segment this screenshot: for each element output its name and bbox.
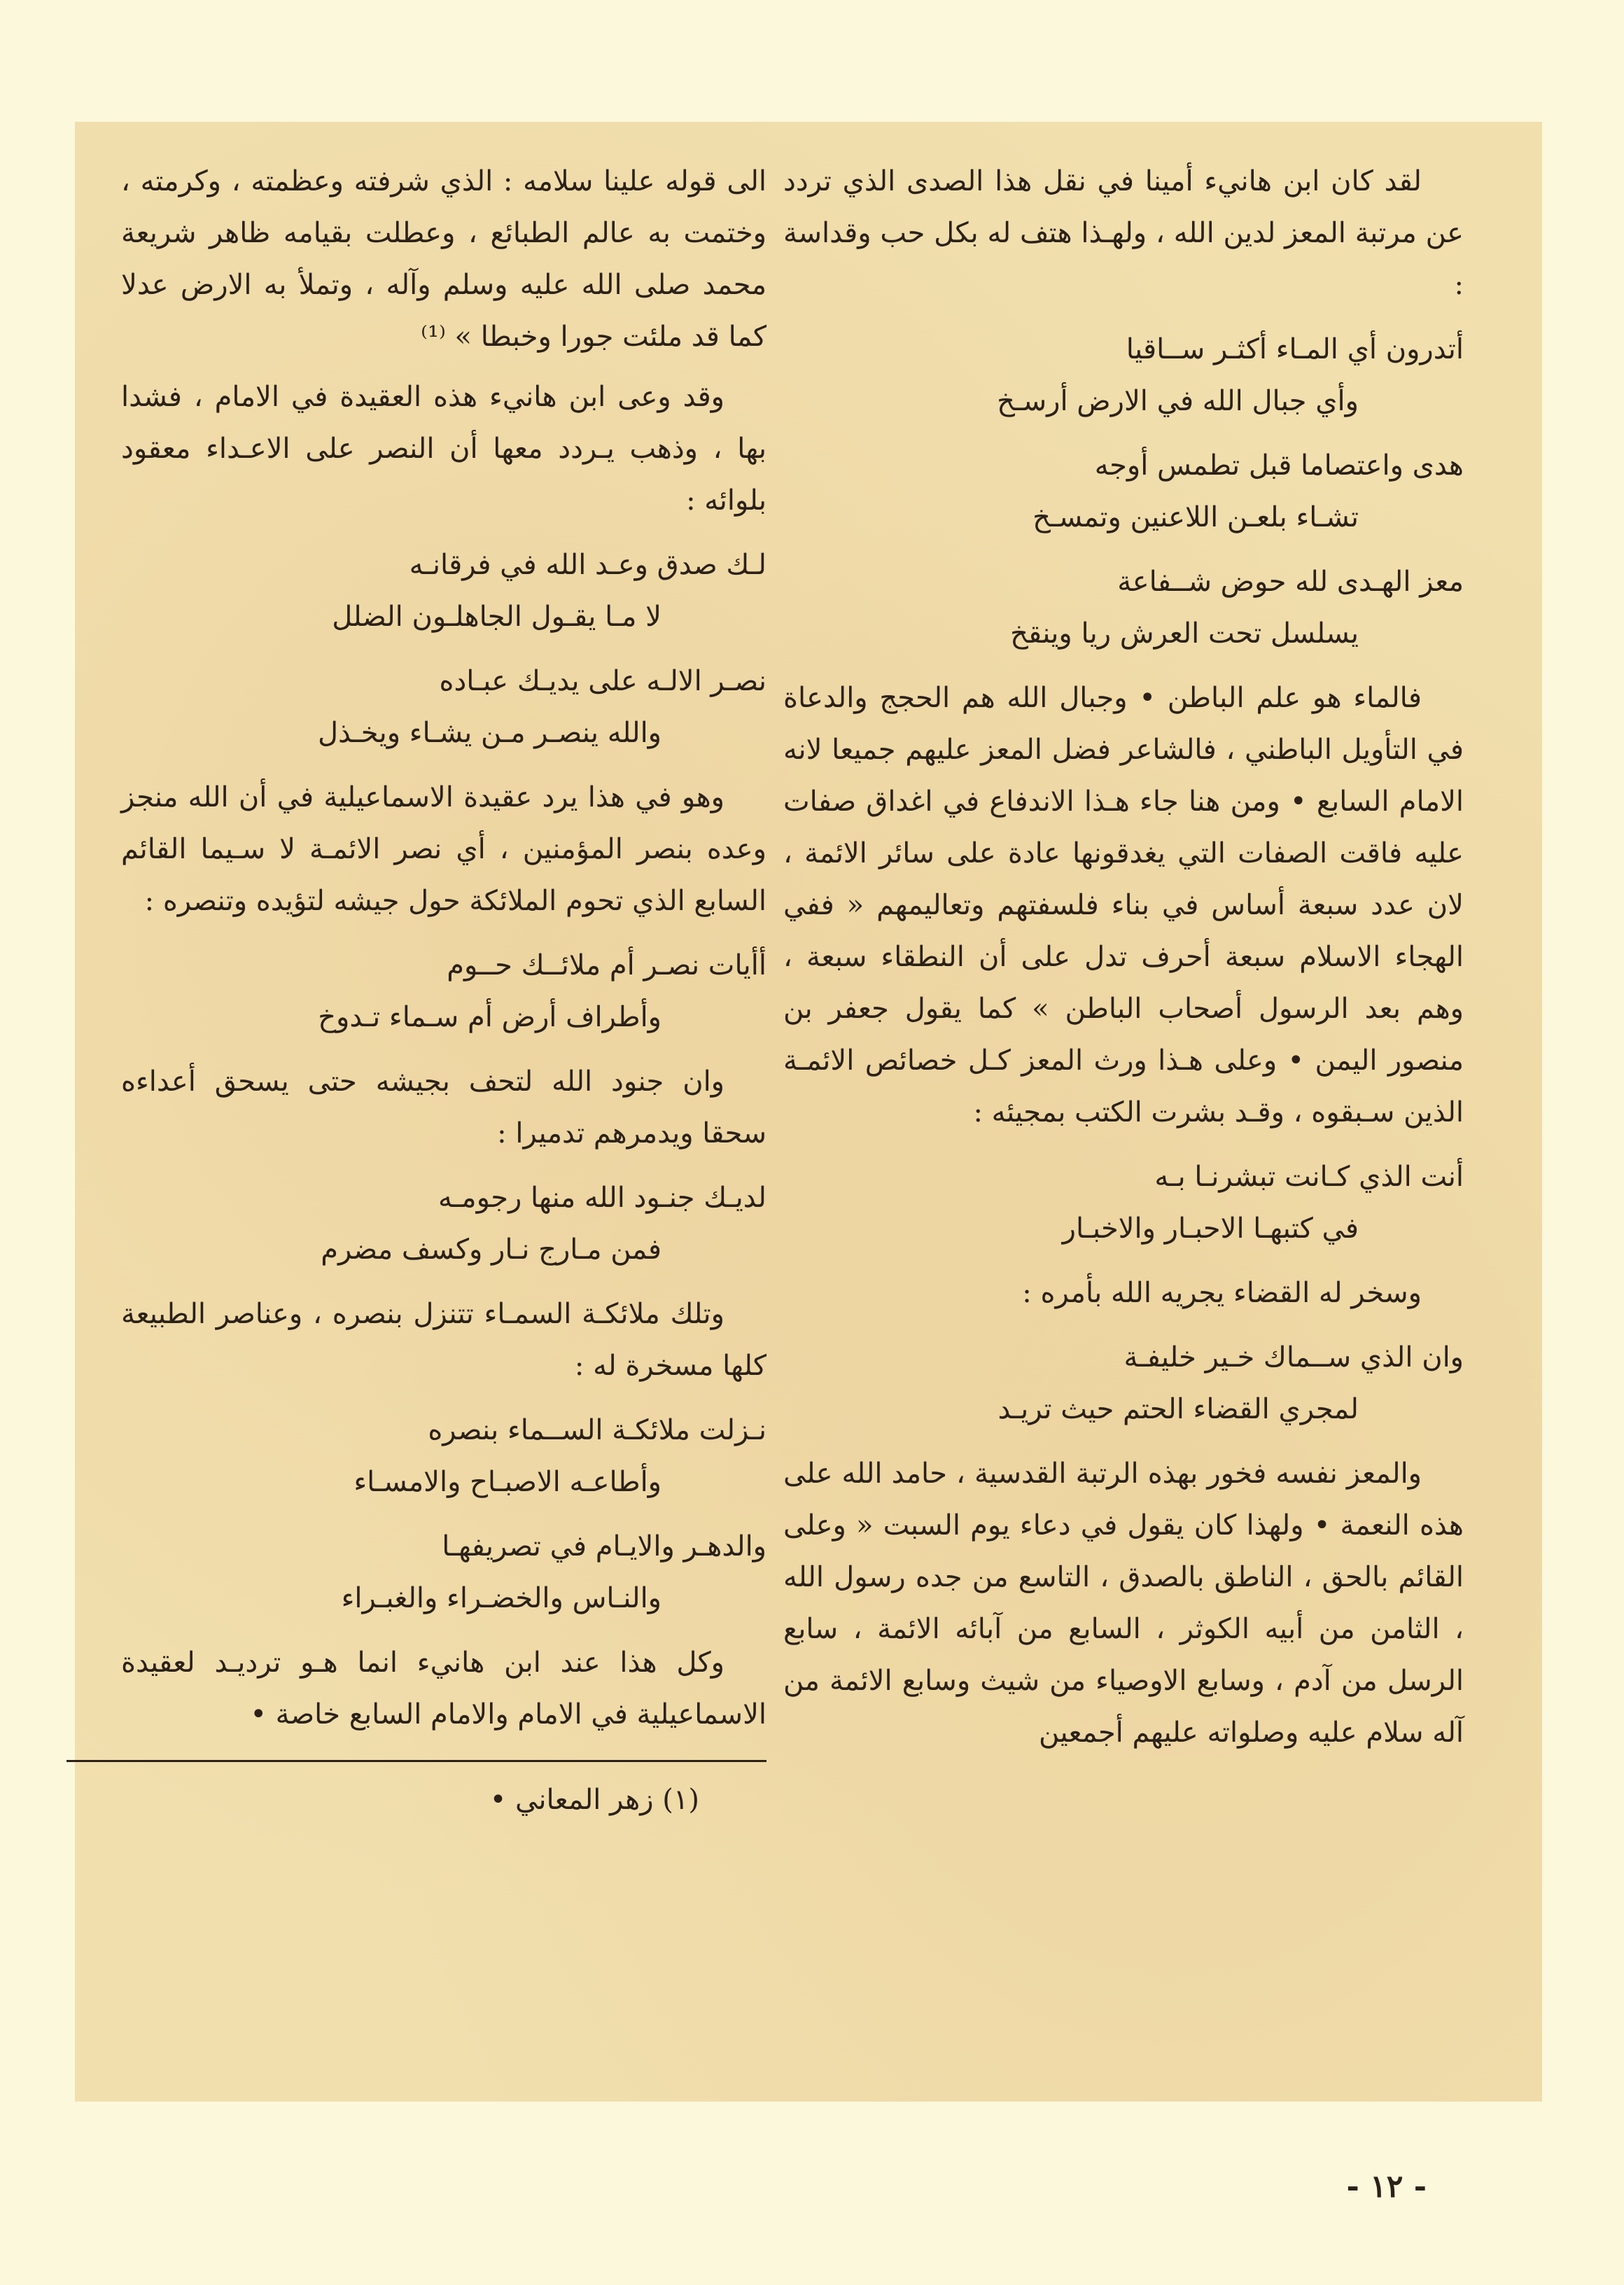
- verse-second-hemistich: وأطراف أرض أم سـماء تـدوخ: [318, 1001, 662, 1033]
- verse-first-hemistich: نـزلت ملائكـة الســماء بنصره: [428, 1414, 766, 1446]
- verse: [121, 1172, 766, 1276]
- page-number: - ١٢ -: [1346, 2169, 1427, 2204]
- verse-first-hemistich: وان الذي ســماك خـير خليفـة: [1124, 1341, 1464, 1374]
- paragraph: وقد وعى ابن هانيء هذه العقيدة في الامام ، فشدا بها ، وذهب يـردد معها أن النصر على الاعـداء معقود بلوائه :: [121, 381, 766, 517]
- paragraph: فالماء هو علم الباطن • وجبال الله هم الحجج والدعاة في التأويل الباطني ، فالشاعر فضل المعز عليهم جميعا لانه الامام السابع • ومن هنا جاء هـذا الاندفاع في اغداق صفات عليه فاقت الصفات التي يغدقونها عادة على سائر الائمة ، لان عدد سبعة أساس في بناء فلسفتهم وتعاليمهم « ففي الهجاء الاسلام سبعة أحرف تدل على أن النطقاء سبعة ، وهم بعد الرسول أصحاب الباطن » كما يقول جعفر بن منصور اليمن • وعلى هـذا ورث المعز كـل خصائص الائمـة الذين سـبقوه ، وقـد بشرت الكتب بمجيئه :: [783, 682, 1464, 1128]
- verse: [783, 1332, 1464, 1435]
- verse-second-hemistich: لا مـا يقـول الجاهلـون الضلل: [332, 601, 662, 633]
- right-text-column: [783, 155, 1464, 1767]
- verse-first-hemistich: معز الهـدى لله حوض شــفاعة: [1117, 566, 1464, 598]
- scanned-page: [75, 122, 1542, 2204]
- verse-first-hemistich: لـك صدق وعـد الله في فرقانـه: [409, 549, 766, 581]
- verse: [121, 539, 766, 643]
- verse-second-hemistich: في كتبهـا الاحبـار والاخبـار: [1062, 1213, 1359, 1245]
- verse: [783, 1151, 1464, 1255]
- verse-second-hemistich: لمجري القضاء الحتم حيث تريـد: [997, 1393, 1359, 1425]
- verse-second-hemistich: يسلسل تحت العرش ريا وينقخ: [1010, 617, 1359, 650]
- paragraph: وكل هذا عند ابن هانيء انما هـو ترديـد لعقيدة الاسماعيلية في الامام والامام السابع خاصة •: [121, 1647, 766, 1731]
- verse-second-hemistich: فمن مـارج نـار وكسف مضرم: [321, 1234, 662, 1266]
- verse: [121, 1521, 766, 1624]
- verse-second-hemistich: وأطاعـه الاصبـاح والامسـاء: [354, 1466, 662, 1498]
- verse-first-hemistich: لديـك جنـود الله منها رجومـه: [438, 1182, 766, 1214]
- verse: [783, 323, 1464, 427]
- verse-second-hemistich: وأي جبال الله في الارض أرسـخ: [997, 385, 1359, 417]
- paragraph: لقد كان ابن هانيء أمينا في نقل هذا الصدى الذي تردد عن مرتبة المعز لدين الله ، ولهـذا هتف له بكل حب وقداسة :: [783, 165, 1464, 301]
- verse: [121, 1404, 766, 1508]
- paragraph: الى قوله علينا سلامه : الذي شرفته وعظمته ، وكرمته ، وختمت به عالم الطبائع ، وعطلت بقيامه ظاهر شريعة محمد صلى الله عليه وسلم وآله ، وتملأ به الارض عدلا كما قد ملئت جورا وخبطا » ⁽¹⁾: [121, 165, 767, 353]
- paragraph: وتلك ملائكـة السمـاء تتنزل بنصره ، وعناصر الطبيعة كلها مسخرة له :: [121, 1298, 766, 1382]
- verse-first-hemistich: أتدرون أي المـاء أكثـر ســاقيا: [1126, 333, 1464, 365]
- footnote: (١) زهر المعاني •: [489, 1784, 699, 1816]
- verse: [783, 440, 1464, 543]
- verse-second-hemistich: والله ينصـر مـن يشـاء ويخـذل: [317, 717, 662, 749]
- paragraph: وسخر له القضاء يجريه الله بأمره :: [1022, 1277, 1422, 1309]
- verse-second-hemistich: والنـاس والخضـراء والغبـراء: [341, 1582, 662, 1614]
- verse-first-hemistich: والدهـر والايـام في تصريفهـا: [442, 1530, 766, 1563]
- footnote-divider: [66, 1760, 766, 1762]
- verse: [121, 655, 766, 759]
- paragraph: وان جنود الله لتحف بجيشه حتى يسحق أعداءه سحقا ويدمرهم تدميرا :: [121, 1065, 766, 1150]
- verse-second-hemistich: تشـاء بلعـن اللاعنين وتمسـخ: [1032, 501, 1359, 533]
- paragraph: والمعز نفسه فخور بهذه الرتبة القدسية ، حامد الله على هذه النعمة • ولهذا كان يقول في دعاء يوم السبت « وعلى القائم بالحق ، الناطق بالصدق ، التاسع من جده رسول الله ، الثامن من أبيه الكوثر ، السابع من آبائه الائمة ، سابع الرسل من آدم ، وسابع الاوصياء من شيث وسابع الائمة من آله سلام عليه وصلواته عليهم أجمعين: [783, 1458, 1464, 1749]
- verse-first-hemistich: أنت الذي كـانت تبشرنـا بـه: [1154, 1161, 1464, 1193]
- verse: [121, 939, 766, 1043]
- verse-first-hemistich: هدى واعتصاما قبل تطمس أوجه: [1094, 449, 1464, 482]
- verse: [783, 556, 1464, 659]
- verse-first-hemistich: نصـر الالـه على يديـك عبـاده: [439, 665, 766, 697]
- verse-first-hemistich: أأيات نصـر أم ملائــك حــوم: [447, 949, 766, 981]
- paragraph: وهو في هذا يرد عقيدة الاسماعيلية في أن الله منجز وعده بنصر المؤمنين ، أي نصر الائمـة لا سـيما القائم السابع الذي تحوم الملائكة حول جيشه لتؤيده وتنصره :: [121, 781, 766, 917]
- left-text-column: [121, 155, 766, 1822]
